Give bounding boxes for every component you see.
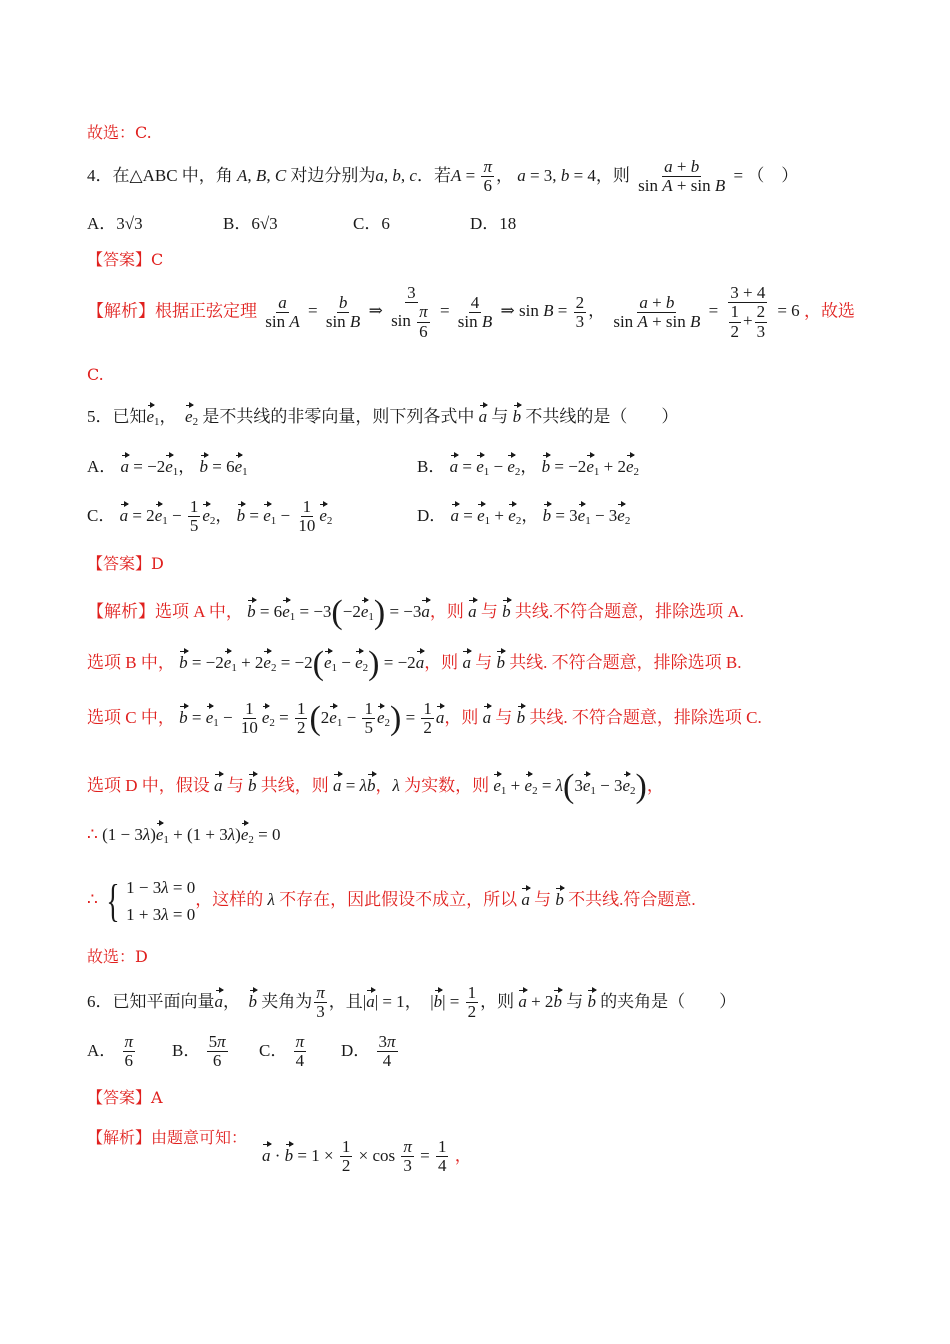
q6-option-a[interactable]: A． $\frac{\pi}{6}$ [87, 1032, 134, 1071]
q4-option-c[interactable]: C．6 [353, 214, 390, 233]
q5-stem: 5．已知$e_1$， $e_2$ 是不共线的非零向量，则下列各式中 a 与 b 不共线的是（ ） [87, 407, 679, 428]
q6-stem: 6．已知平面向量a， b 夹角为 $\frac{\pi}{3}$ ，且|a| = 1， |b| = $\frac{1}{2}$ ，则 a + 2b 与 b 的夹角是（ ） [87, 983, 737, 1022]
q5-options-row2 [87, 498, 630, 536]
q4-option-d[interactable]: D．18 [470, 214, 517, 233]
q5-analysis-line5: ∴ $(1 - 3\lambda)e_1 + (1 + 3\lambda)e_2 = 0$ [87, 825, 281, 846]
q3-conclusion: 故选：C. [87, 123, 152, 142]
q6-analysis: 【解析】由题意可知： [87, 1128, 248, 1147]
q5-analysis-line4: 选项 D 中，假设 a 与 b 共线，则 a = λb，λ 为实数，则 $e_1 + e_2 = \lambda(3e_1 - 3e_2)$， [87, 768, 664, 805]
q6-option-c[interactable]: C． $\frac{\pi}{4}$ [259, 1032, 305, 1071]
q6-answer: 【答案】A [87, 1088, 163, 1107]
q5-options-row1 [87, 458, 639, 478]
q5-option-d[interactable]: D． $a = e_1 + e_2$， $b = 3e_1 - 3e_2$ [417, 505, 631, 527]
q5-analysis-line2: 选项 B 中， $b = -2e_1 + 2e_2 = -2(e_1 - e_2) = -2a$，则 a 与 b 共线. 不符合题意，排除选项 B. [87, 645, 742, 682]
q5-option-b[interactable]: B． $a = e_1 - e_2$， $b = -2e_1 + 2e_2$ [417, 457, 639, 478]
q6-analysis-formula: a · b = 1 × $\frac{1}{2}$ × cos $\frac{\pi}{3}$ = $\frac{1}{4}$ ， [262, 1137, 472, 1176]
q5-analysis-line3: 选项 C 中， $b = e_1$ − $\frac{1}{10}$ $e_2$ = $\frac{1}{2}$ ($2e_1$ − $\frac{1}{5}$ $e_2$) = $\frac{1}{2}$ a，则 a 与 b 共线. 不符合题意，排除选项 C. [87, 699, 762, 738]
q4-option-b[interactable]: B．6√3 [223, 214, 278, 233]
q5-analysis-line6: ∴ { 1 − 3λ = 0 1 + 3λ = 0 ，这样的 λ 不存在，因此假设不成立，所以 a 与 b 不共线.符合题意. [87, 875, 696, 927]
q5-conclusion: 故选：D [87, 947, 148, 966]
q5-answer: 【答案】D [87, 554, 164, 573]
q4-option-a[interactable]: A．3√3 [87, 214, 143, 233]
q5-analysis-line1: 【解析】选项 A 中， $b = 6e_1 = -3(-2e_1) = -3a$，则 a 与 b 共线.不符合题意，排除选项 A. [87, 594, 744, 631]
q4-analysis-tail: C. [87, 365, 104, 384]
q6-option-d[interactable]: D． $\frac{3\pi}{4}$ [341, 1032, 396, 1071]
q5-option-c[interactable]: C． $a = 2e_1$ − $\frac{1}{5}$ $e_2$， $b = e_1$ − $\frac{1}{10}$ $e_2$ [87, 497, 333, 536]
q6-option-b[interactable]: B． $\frac{5\pi}{6}$ [172, 1032, 226, 1071]
q4-analysis: 【解析】根据正弦定理 $\frac{a}{\text{sin A}}$ = $\frac{b}{\text{sin B}}$ ⇒ 3 sin $\frac{\pi}{6}$ = $\frac{4}{\text{sin B}}$ ⇒ sin B = $\frac{2}{3}$ ， $\frac{a + b}{\text{sin A + sin B}}$ = 3 + 4 $\frac{1}{2}$ + $\frac{2}{3}$ = 6 ，故选 [87, 283, 855, 341]
q5-option-a[interactable]: A． $a = -2e_1$， $b = 6e_1$ [87, 457, 248, 478]
q4-answer: 【答案】C [87, 250, 164, 269]
q6-options [87, 1033, 400, 1071]
q4-stem: 4．在△ABC 中，角 A, B, C 对边分别为a, b, c．若A = $\frac{\pi}{6}$ ， a = 3, b = 4，则 $\frac{a + b}{\text{sin A + sin B}}$ = （ ） [87, 157, 799, 196]
q4-options [87, 215, 516, 232]
